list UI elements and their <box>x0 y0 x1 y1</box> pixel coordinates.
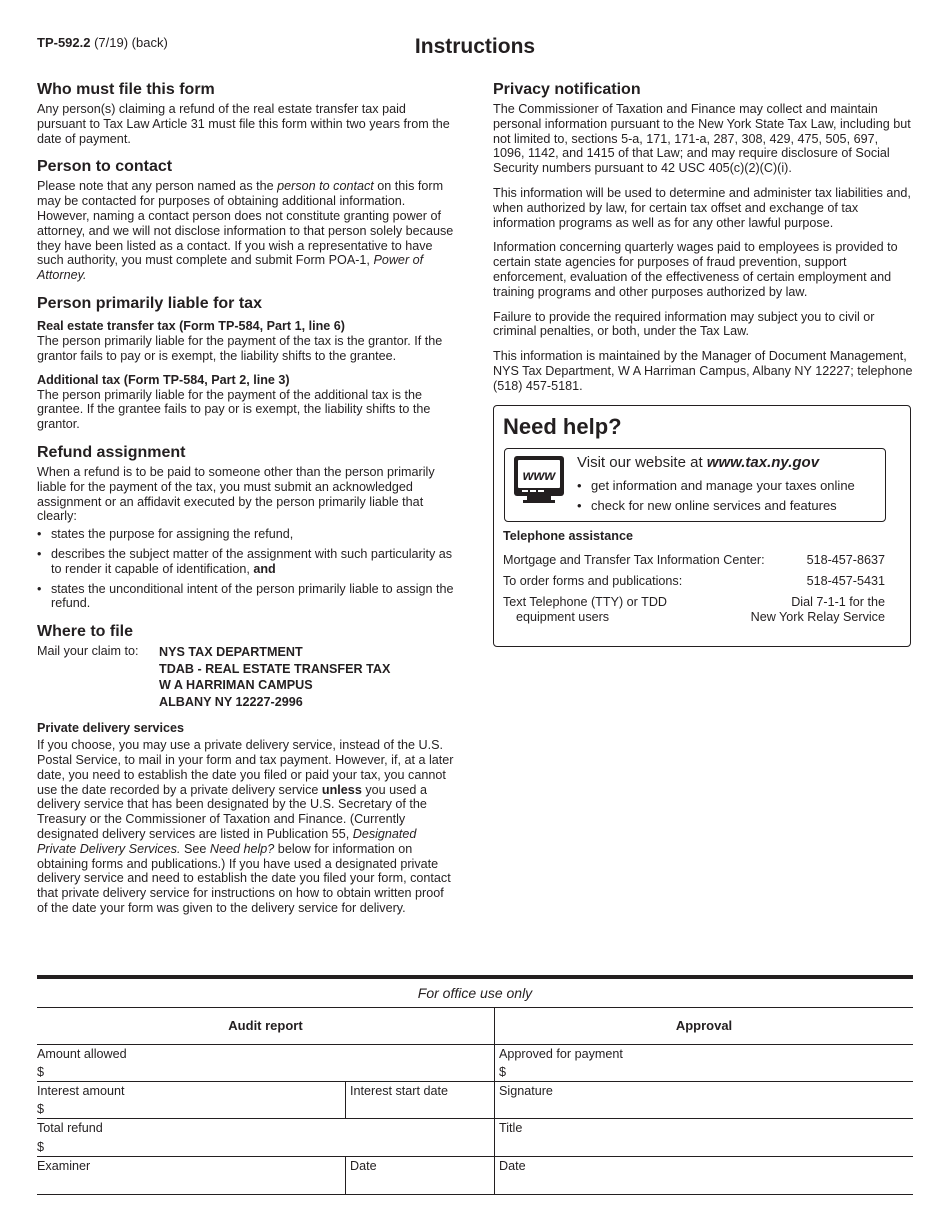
list-item: • states the purpose for assigning the refund, <box>37 527 457 542</box>
additional-tax-subheading: Additional tax (Form TP-584, Part 2, line 3) <box>37 372 290 387</box>
phone-label: Mortgage and Transfer Tax Information Center: <box>503 553 765 567</box>
phone-number: 518-457-5431 <box>806 574 885 588</box>
person-to-contact-text: Please note that any person named as the person to contact on this form may be contacted for purposes of obtaining additional information. However, naming a contact person does not constitute granting power of attorney, and we will not disclose information to that person solely because they have been listed as a contact. If you wish a representative to have such authority, you must complete and submit Form POA-1, Power of Attorney. <box>37 179 454 283</box>
list-item: • describes the subject matter of the assignment with such particularity as to render it capable of identification, and <box>37 547 457 577</box>
address-line: ALBANY NY 12227-2996 <box>159 694 303 709</box>
list-item: • check for new online services and features <box>577 496 855 516</box>
refund-assignment-section <box>37 443 457 611</box>
page-title: Instructions <box>414 35 536 58</box>
mail-label: Mail your claim to: <box>37 644 139 659</box>
address-line: NYS TAX DEPARTMENT <box>159 645 303 660</box>
person-to-contact-heading: Person to contact <box>37 158 173 176</box>
table-row <box>37 1082 913 1119</box>
mailing-address <box>37 644 457 710</box>
examiner-field[interactable]: Examiner <box>37 1159 91 1173</box>
approved-for-payment-field[interactable]: Approved for payment $ <box>494 1045 913 1081</box>
phone-row <box>503 574 885 589</box>
list-item: • get information and manage your taxes online <box>577 476 855 496</box>
left-column <box>37 80 457 916</box>
need-help-heading: Need help? <box>503 414 622 439</box>
address-line: TDAB - REAL ESTATE TRANSFER TAX <box>159 661 391 676</box>
total-refund-field[interactable]: Total refund $ <box>37 1121 103 1154</box>
person-liable-section <box>37 294 457 432</box>
need-help-box <box>493 405 911 647</box>
table-row <box>37 1008 913 1045</box>
person-to-contact-section <box>37 157 457 283</box>
website-list <box>577 476 855 516</box>
real-estate-tax-text: The person primarily liable for the payment of the tax is the grantor. If the grantor fails to pay or is exempt, the liability shifts to the grantee. <box>37 333 443 363</box>
private-delivery-heading: Private delivery services <box>37 721 185 736</box>
right-column <box>493 80 913 404</box>
refund-assignment-text: When a refund is to be paid to someone other than the person primarily liable for the payment of the tax, you must submit an acknowledged assignment or an affidavit executed by the person primarily liable that clearly: <box>37 464 435 524</box>
phone-row <box>503 595 885 625</box>
privacy-paragraph: This information will be used to determine and administer tax liabilities and, when authorized by law, for certain tax offset and exchange of tax information programs as well as for any other lawful purpose. <box>493 185 911 230</box>
phone-label: To order forms and publications: <box>503 574 683 588</box>
phone-number: 518-457-8637 <box>806 553 885 567</box>
approval-date-field[interactable]: Date <box>494 1157 913 1194</box>
signature-field[interactable]: Signature <box>494 1082 913 1118</box>
title-field[interactable]: Title <box>494 1119 913 1156</box>
who-must-file-text: Any person(s) claiming a refund of the real estate transfer tax paid pursuant to Tax Law Article 31 must file this form within two years from the date of payment. <box>37 102 450 146</box>
amount-allowed-field[interactable]: Amount allowed $ <box>37 1047 127 1079</box>
refund-assignment-list <box>37 527 457 611</box>
examiner-date-field[interactable]: Date <box>345 1157 494 1194</box>
additional-tax-text: The person primarily liable for the payment of the additional tax is the grantee. If the grantee fails to pay or is exempt, the liability shifts to the grantor. <box>37 387 431 432</box>
phone-number: Dial 7-1-1 for the New York Relay Service <box>750 595 885 624</box>
table-row <box>37 1157 913 1195</box>
private-delivery-text: If you choose, you may use a private delivery service, instead of the U.S. Postal Service, to mail in your form and tax payment. However, if, at a later date, you need to establish the date you filed or paid your tax, you cannot use the date recorded by a private delivery service unless you used a delivery service that has been designated by the U.S. Secretary of the Treasury or the Commissioner of Taxation and Finance. (Currently designated delivery services are listed in Publication 55, Designated Private Delivery Services. See Need help? below for information on obtaining forms and publications.) If you have used a designated private delivery service and need to establish the date you filed your form, contact that private delivery service for instructions on how to obtain written proof of the date your form was given to the delivery service for delivery. <box>37 738 454 915</box>
www-icon-text: www <box>522 467 556 483</box>
office-use-table <box>37 975 913 1195</box>
website-link[interactable]: www.tax.ny.gov <box>706 454 820 471</box>
table-row <box>37 1045 913 1082</box>
real-estate-tax-subheading: Real estate transfer tax (Form TP-584, Part 1, line 6) <box>37 318 345 333</box>
privacy-paragraph: The Commissioner of Taxation and Finance may collect and maintain personal information pursuant to the New York State Tax Law, including but not limited to, sections 5-a, 171, 171-a, 287, 308, 429, 475, 505, 697, 1096, 1142, and 1415 of that Law; and may require disclosure of Social Security numbers pursuant to 42 USC 405(c)(2)(C)(i). <box>493 102 911 176</box>
person-liable-heading: Person primarily liable for tax <box>37 294 262 312</box>
approval-header: Approval <box>494 1008 913 1044</box>
private-delivery-section <box>37 721 457 916</box>
website-line: Visit our website at www.tax.ny.gov <box>577 454 820 471</box>
refund-assignment-heading: Refund assignment <box>37 443 186 461</box>
computer-monitor-icon <box>513 455 565 507</box>
list-item: • states the unconditional intent of the person primarily liable to assign the refund. <box>37 582 457 612</box>
phone-row <box>503 553 885 568</box>
privacy-heading: Privacy notification <box>493 81 641 98</box>
where-to-file-section <box>37 622 457 710</box>
form-id: TP-592.2 (7/19) (back) <box>37 35 168 50</box>
privacy-paragraph: Information concerning quarterly wages paid to employees is provided to certain state agencies for purposes of fraud prevention, support enforcement, evaluation of the effectiveness of certain employment and training programs and other purposes authorized by law. <box>493 240 898 299</box>
where-to-file-heading: Where to file <box>37 623 134 641</box>
telephone-heading: Telephone assistance <box>503 529 633 543</box>
who-must-file-heading: Who must file this form <box>37 81 215 98</box>
website-box <box>504 448 886 522</box>
privacy-paragraph: This information is maintained by the Manager of Document Management, NYS Tax Department, W A Harriman Campus, Albany NY 12227; telephone (518) 457-5181. <box>493 349 913 393</box>
phone-label: Text Telephone (TTY) or TDD equipment users <box>503 595 668 624</box>
audit-report-header: Audit report <box>228 1018 303 1033</box>
table-row <box>37 1119 913 1157</box>
office-use-caption: For office use only <box>37 979 913 1008</box>
address-line: W A HARRIMAN CAMPUS <box>159 678 313 693</box>
address-lines <box>159 644 390 710</box>
interest-amount-field[interactable]: Interest amount $ <box>37 1084 125 1116</box>
privacy-paragraph: Failure to provide the required information may subject you to civil or criminal penalties, or both, under the Tax Law. <box>493 309 875 339</box>
interest-start-date-field[interactable]: Interest start date <box>345 1082 494 1118</box>
who-must-file-section <box>37 80 457 146</box>
